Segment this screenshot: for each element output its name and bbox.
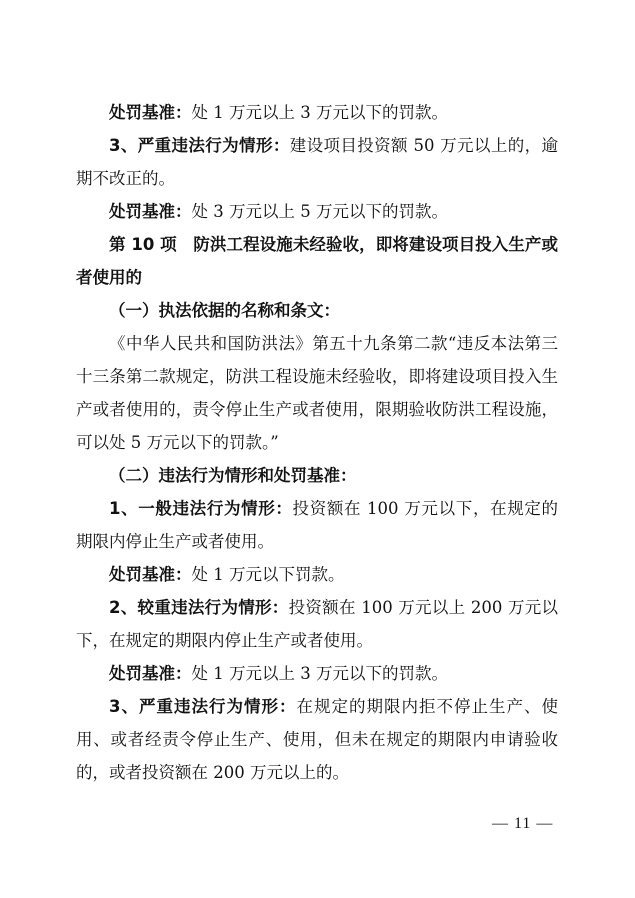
section-heading [76,459,558,492]
para-label: 3、严重违法行为情形： [109,697,297,716]
para-text: 投资额在 100 万元以下，在规定的期限内停止生产或者使用。 [76,499,559,551]
para-label: 处罚基准： [109,202,192,221]
para-label: 3、严重违法行为情形： [109,136,290,155]
severe-violation-para [76,129,558,195]
section-heading [76,294,558,327]
penalty-standard-para [76,96,558,129]
para-text: 处 1 万元以下罚款。 [191,565,345,584]
para-text: 《中华人民共和国防洪法》第五十九条第二款“违反本法第三十三条第二款规定，防洪工程设施未经验收，即将建设项目投入生产或者使用的，责令停止生产或者使用，限期验收防洪工程设施，可以处 5 万元以下的罚款。” [76,334,558,452]
para-text: 处 1 万元以上 3 万元以下的罚款。 [191,103,448,122]
penalty-standard-para [76,558,558,591]
item-heading [76,228,558,294]
law-citation-para [76,327,558,459]
para-text: 投资额在 100 万元以上 200 万元以下，在规定的期限内停止生产或者使用。 [76,598,559,650]
para-text: 建设项目投资额 50 万元以上的，逾期不改正的。 [76,136,558,188]
para-label: 1、一般违法行为情形： [109,499,293,518]
item-title: 第 10 项 防洪工程设施未经验收，即将建设项目投入生产或者使用的 [76,235,558,287]
section-title: （二）违法行为情形和处罚基准： [109,466,357,485]
para-text: 处 1 万元以上 3 万元以下的罚款。 [191,664,448,683]
severe-violation-para [76,690,558,789]
general-violation-para [76,492,558,558]
para-label: 2、较重违法行为情形： [109,598,289,617]
page-number: — 11 — [492,815,554,832]
para-label: 处罚基准： [109,103,192,122]
penalty-standard-para [76,657,558,690]
para-text: 处 3 万元以上 5 万元以下的罚款。 [191,202,448,221]
para-label: 处罚基准： [109,664,192,683]
para-label: 处罚基准： [109,565,192,584]
serious-violation-para [76,591,558,657]
penalty-standard-para [76,195,558,228]
section-title: （一）执法依据的名称和条文： [109,301,340,320]
para-text: 在规定的期限内拒不停止生产、使用、或者经责令停止生产、使用，但未在规定的期限内申请验收的，或者投资额在 200 万元以上的。 [76,697,559,782]
